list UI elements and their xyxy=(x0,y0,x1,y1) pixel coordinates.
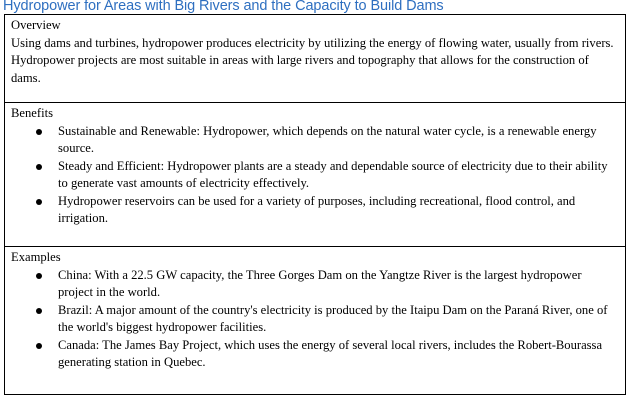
overview-cell xyxy=(5,15,626,103)
bullet-icon xyxy=(36,273,42,279)
examples-list xyxy=(11,267,617,372)
list-item xyxy=(11,123,617,158)
table-row-benefits xyxy=(5,103,626,247)
benefits-cell xyxy=(5,103,626,247)
benefit-text: Steady and Efficient: Hydropower plants are a steady and dependable source of electricity due to their ability to generate vast amounts of electricity effectively. xyxy=(58,158,608,190)
list-item xyxy=(11,302,617,337)
overview-heading: Overview xyxy=(11,18,61,32)
bullet-icon xyxy=(36,343,42,349)
bullet-icon xyxy=(36,164,42,170)
example-text: Canada: The James Bay Project, which uses the energy of several local rivers, includes the Robert-Bourassa generating station in Quebec. xyxy=(58,337,603,369)
list-item xyxy=(11,193,617,228)
examples-heading: Examples xyxy=(11,250,61,264)
content-table xyxy=(4,14,626,395)
benefits-list xyxy=(11,123,617,228)
document-title: Hydropower for Areas with Big Rivers and the Capacity to Build Dams xyxy=(3,0,444,14)
example-text: China: With a 22.5 GW capacity, the Three Gorges Dam on the Yangtze River is the largest hydropower project in the world. xyxy=(58,267,582,299)
bullet-icon xyxy=(36,199,42,205)
bullet-icon xyxy=(36,308,42,314)
benefit-text: Hydropower reservoirs can be used for a variety of purposes, including recreational, flood control, and irrigation. xyxy=(58,193,576,225)
bullet-icon xyxy=(36,129,42,135)
table-row-overview xyxy=(5,15,626,103)
table-row-examples xyxy=(5,247,626,395)
example-text: Brazil: A major amount of the country's electricity is produced by the Itaipu Dam on the Paraná River, one of the world's biggest hydropower facilities. xyxy=(58,302,608,334)
list-item xyxy=(11,158,617,193)
benefit-text: Sustainable and Renewable: Hydropower, which depends on the natural water cycle, is a renewable energy source. xyxy=(58,123,597,155)
examples-cell xyxy=(5,247,626,395)
benefits-heading: Benefits xyxy=(11,106,53,120)
list-item xyxy=(11,337,617,372)
list-item xyxy=(11,267,617,302)
overview-paragraph: Using dams and turbines, hydropower produces electricity by utilizing the energy of flowing water, usually from rivers. Hydropower projects are most suitable in areas with large rivers and topography that allows for the construction of dams. xyxy=(11,35,614,85)
